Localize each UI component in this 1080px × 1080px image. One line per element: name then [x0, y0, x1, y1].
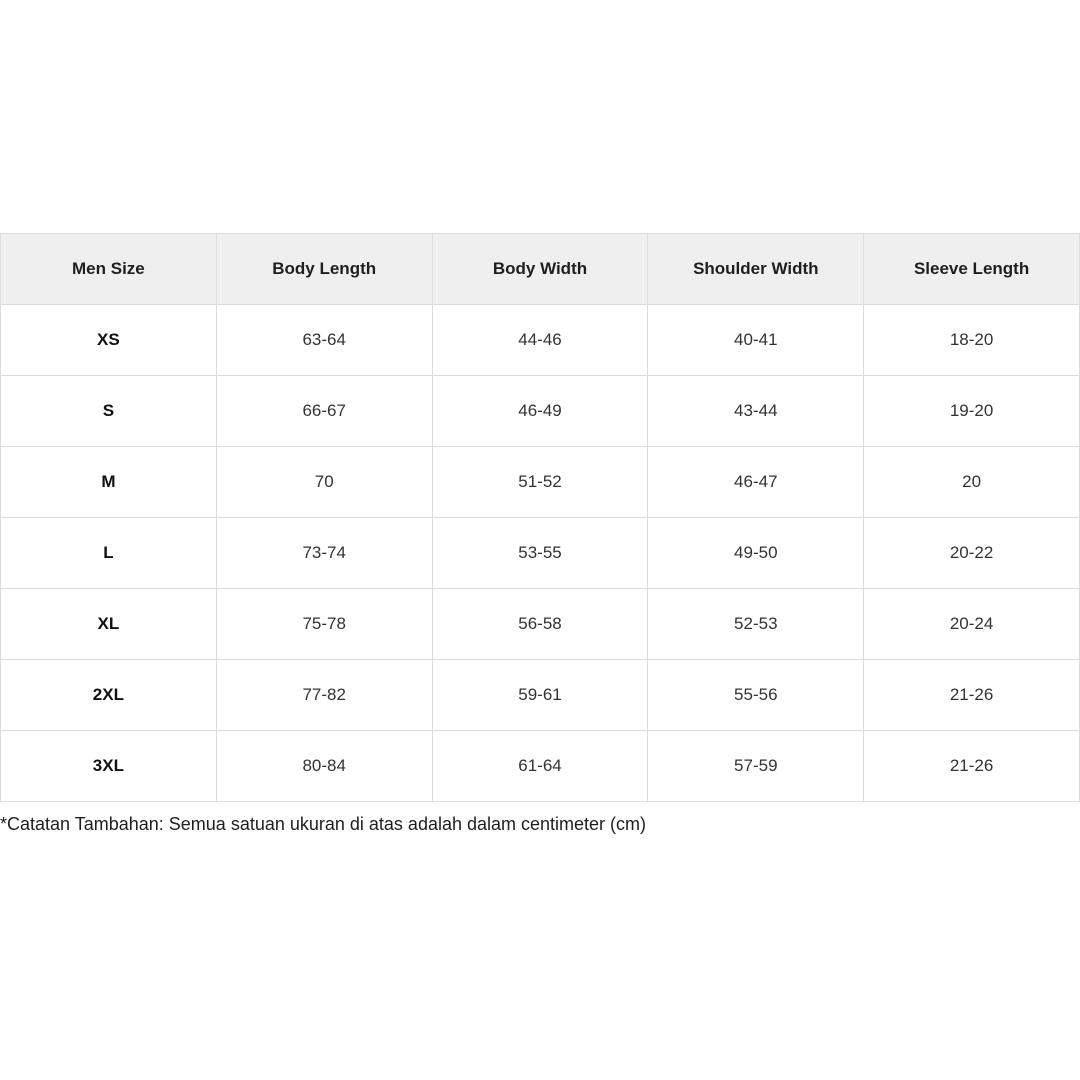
size-cell: M — [1, 447, 217, 518]
header-row — [1, 234, 1080, 305]
header-shoulder-width: Shoulder Width — [648, 234, 864, 305]
sleeve-length-cell: 18-20 — [864, 305, 1080, 376]
size-cell: S — [1, 376, 217, 447]
size-cell: XS — [1, 305, 217, 376]
body-width-cell: 51-52 — [432, 447, 648, 518]
body-length-cell: 63-64 — [216, 305, 432, 376]
shoulder-width-cell: 52-53 — [648, 589, 864, 660]
size-chart-table — [0, 233, 1080, 802]
table-row — [1, 518, 1080, 589]
body-length-cell: 77-82 — [216, 660, 432, 731]
sleeve-length-cell: 20-22 — [864, 518, 1080, 589]
sleeve-length-cell: 20 — [864, 447, 1080, 518]
shoulder-width-cell: 46-47 — [648, 447, 864, 518]
header-body-length: Body Length — [216, 234, 432, 305]
header-sleeve-length: Sleeve Length — [864, 234, 1080, 305]
sleeve-length-cell: 21-26 — [864, 660, 1080, 731]
sleeve-length-cell: 21-26 — [864, 731, 1080, 802]
table-row — [1, 731, 1080, 802]
body-length-cell: 66-67 — [216, 376, 432, 447]
shoulder-width-cell: 57-59 — [648, 731, 864, 802]
header-men-size: Men Size — [1, 234, 217, 305]
body-width-cell: 59-61 — [432, 660, 648, 731]
table-row — [1, 305, 1080, 376]
unit-note: *Catatan Tambahan: Semua satuan ukuran di atas adalah dalam centimeter (cm) — [0, 814, 647, 834]
table-row — [1, 447, 1080, 518]
shoulder-width-cell: 55-56 — [648, 660, 864, 731]
body-width-cell: 53-55 — [432, 518, 648, 589]
table-row — [1, 376, 1080, 447]
body-length-cell: 70 — [216, 447, 432, 518]
body-length-cell: 80-84 — [216, 731, 432, 802]
body-width-cell: 56-58 — [432, 589, 648, 660]
body-length-cell: 73-74 — [216, 518, 432, 589]
body-width-cell: 46-49 — [432, 376, 648, 447]
table-header — [1, 234, 1080, 305]
header-body-width: Body Width — [432, 234, 648, 305]
shoulder-width-cell: 40-41 — [648, 305, 864, 376]
size-cell: 2XL — [1, 660, 217, 731]
sleeve-length-cell: 19-20 — [864, 376, 1080, 447]
shoulder-width-cell: 43-44 — [648, 376, 864, 447]
shoulder-width-cell: 49-50 — [648, 518, 864, 589]
table-row — [1, 660, 1080, 731]
table-body — [1, 305, 1080, 802]
body-length-cell: 75-78 — [216, 589, 432, 660]
size-cell: XL — [1, 589, 217, 660]
table-row — [1, 589, 1080, 660]
size-cell: 3XL — [1, 731, 217, 802]
body-width-cell: 61-64 — [432, 731, 648, 802]
body-width-cell: 44-46 — [432, 305, 648, 376]
sleeve-length-cell: 20-24 — [864, 589, 1080, 660]
size-cell: L — [1, 518, 217, 589]
